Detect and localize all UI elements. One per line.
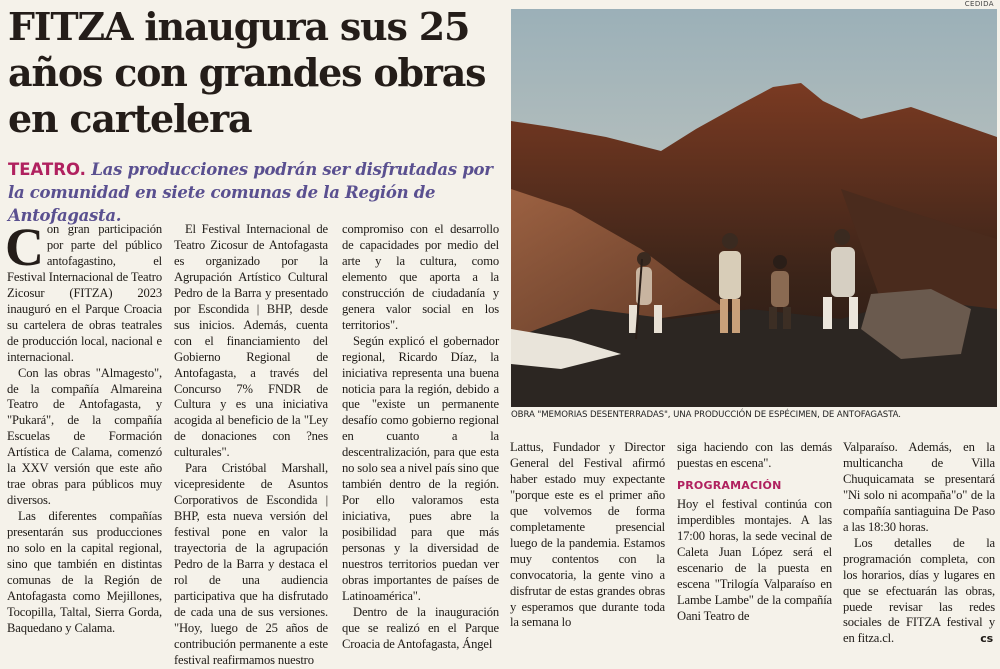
article-paragraph: Hoy el festival continúa con imperdibles montajes. A las 17:00 horas, la sede vecinal de Caleta Juan López será el escenario de la puesta en escena "Trilogía Valparaíso en Lambe Lambe" de la compañía Oani Teatro de: [677, 496, 832, 623]
article-paragraph: Dentro de la inauguración que se realizó en el Parque Croacia de Antofagasta, Ángel: [342, 604, 499, 651]
article-paragraph: compromiso con el desarrollo de capacidades por medio del arte y la cultura, como elemento que aporta a la construcción de ciudadanía y genera valor social en los territorios".: [342, 222, 499, 332]
article-paragraph: Valparaíso. Además, en la multicancha de Villa Chuquicamata se presentará "Ni solo ni acompaña"o" de la compañía santiaguina De Paso a las 18:30 horas.: [843, 440, 995, 534]
article-column-5: [677, 440, 832, 623]
article-paragraph: Lattus, Fundador y Director General del Festival afirmó haber estado muy expectante "porque este es el primer año que volvemos de forma completamente presencial luego de la pandemia. Estamos muy contentos con la convocatoria, la gente vino a disfrutar de estas grandes obras y esperamos que durante toda la semana lo: [510, 440, 665, 630]
article-paragraph: El Festival Internacional de Teatro Zicosur de Antofagasta es organizado por la Agrupación Artístico Cultural Pedro de la Barra y presentado por Escondida | BHP, desde sus inicios. Además, cuenta con el financiamiento del Gobierno Regional de Antofagasta, a través del Concurso 7% FNDR de Cultura y es una iniciativa acogida al beneficio de la "Ley de donaciones con ?nes culturales".: [174, 222, 328, 460]
article-paragraph: Para Cristóbal Marshall, vicepresidente de Asuntos Corporativos de Escondida | BHP, esta nueva versión del festival pone en valor la trayectoria de la agrupación Pedro de la Barra y destaca el rol de una audiencia participativa que ha disfrutado de cada una de sus versiones. "Hoy, luego de 25 años de contribución permanente a este festival reafirmamos nuestro: [174, 461, 328, 667]
end-mark-icon: cs: [980, 632, 993, 646]
article-column-2: [174, 222, 328, 667]
deck-kicker: TEATRO.: [8, 160, 86, 179]
article-column-3: [342, 222, 499, 651]
article-paragraph: Con las obras "Almagesto", de la compañía Almareina Teatro de Antofagasta, y "Pukará", de la compañía Escuelas de Formación Artística de Calama, comenzó la XXV versión que este año trae obras para públicos muy diversos.: [7, 365, 162, 508]
article-paragraph: Con gran participación por parte del público antofagastino, el Festival Internacional de Teatro Zicosur (FITZA) 2023 inauguró en el Parque Croacia su cartelera de obras teatrales de producción local, nacional e internacional.: [5, 217, 162, 364]
article-photo: [511, 9, 997, 407]
article-column-4: [510, 440, 665, 630]
section-subhead: PROGRAMACIÓN: [677, 478, 782, 492]
deck-text: Las producciones podrán ser disfrutadas por la comunidad en siete comunas de la Región de Antofagasta.: [8, 160, 493, 225]
article-paragraph: Los detalles de la programación completa, con los horarios, días y lugares en que se efectuarán las obras, puede revisar las redes sociales de FITZA festival y en fitza.cl. cs: [843, 535, 995, 646]
article-paragraph: Las diferentes compañías presentarán sus producciones no solo en la capital regional, sino que también en distintas comunas de la Región de Antofagasta como Mejillones, Tocopilla, Taltal, Sierra Gorda, Baquedano y Calama.: [7, 509, 162, 635]
deck: [8, 158, 503, 227]
drop-cap: C: [5, 217, 44, 277]
article-column-6: [843, 440, 995, 646]
headline: FITZA inaugura sus 25 años con grandes obras en cartelera: [8, 4, 486, 141]
article-paragraph: siga haciendo con las demás puestas en escena".: [677, 440, 832, 470]
photo-caption: OBRA "MEMORIAS DESENTERRADAS", UNA PRODUCCIÓN DE ESPÉCIMEN, DE ANTOFAGASTA.: [511, 410, 901, 420]
article-column-1: [5, 217, 162, 635]
article-paragraph: Según explicó el gobernador regional, Ricardo Díaz, la iniciativa representa una buena noticia para la región, debido a que "existe un permanente desafío como gobierno regional en cuanto a la descentralización, para que esta no solo sea a nivel país sino que también dentro de la región. Por ello valoramos esta iniciativa, pues abre la posibilidad para que más personas y la diversidad de nuestros territorios puedan ver obras importantes de países de Latinoamérica".: [342, 333, 499, 603]
photo-credit: CEDIDA: [964, 0, 994, 8]
